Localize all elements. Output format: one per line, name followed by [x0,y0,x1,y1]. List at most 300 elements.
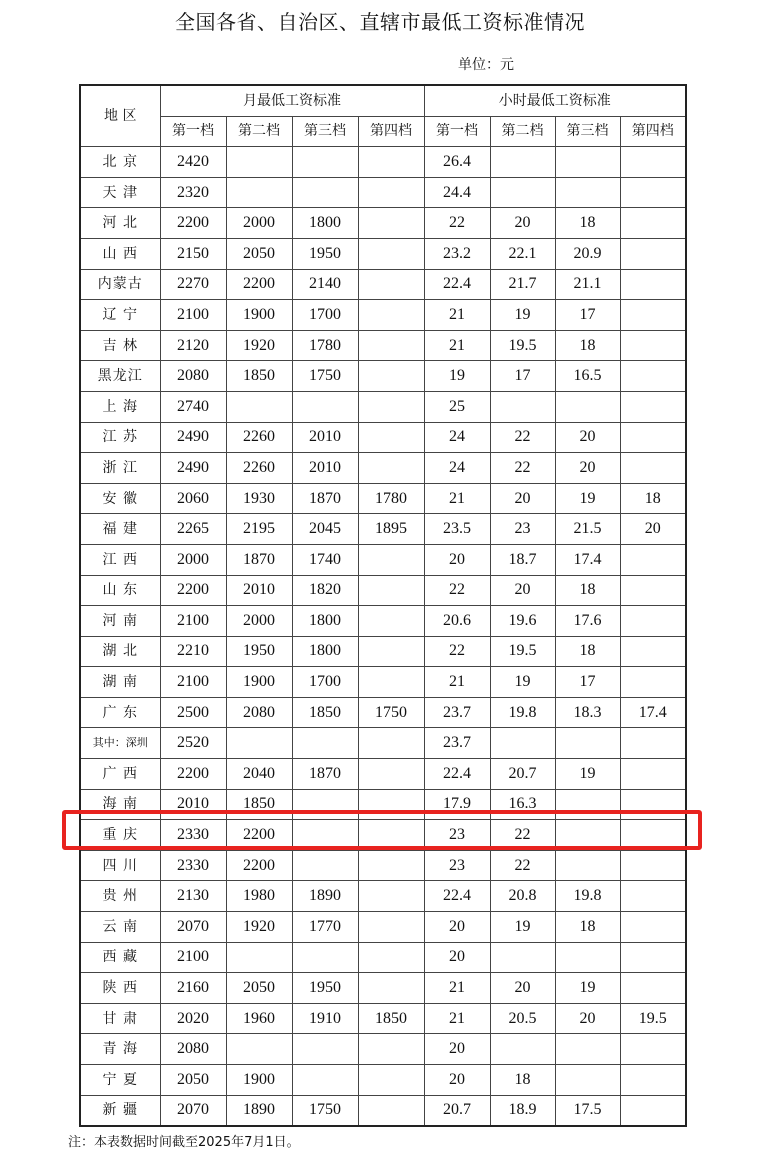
table-row [80,1095,686,1126]
hourly-tier-4-cell [620,881,686,912]
monthly-tier-2-cell: 2040 [226,759,292,790]
monthly-tier-4-cell [358,759,424,790]
monthly-tier-2-cell: 2200 [226,269,292,300]
monthly-tier-1-cell: 2010 [160,789,226,820]
hourly-tier-1-cell: 21 [424,1003,490,1034]
hourly-tier-4-cell [620,820,686,851]
hourly-tier-4-cell [620,208,686,239]
hourly-tier-1-cell: 21 [424,483,490,514]
monthly-tier-3-cell [292,147,358,178]
monthly-tier-4-cell [358,881,424,912]
hourly-tier-2-cell: 21.7 [490,269,555,300]
table-row [80,147,686,178]
hourly-tier-3-cell [555,850,620,881]
hourly-tier-3-cell [555,177,620,208]
hourly-tier-2-cell: 18.9 [490,1095,555,1126]
hourly-tier-1-cell: 21 [424,667,490,698]
region-cell: 上 海 [80,391,160,422]
hourly-tier-1-cell: 22.4 [424,759,490,790]
monthly-tier-2-cell: 2000 [226,606,292,637]
region-cell: 浙 江 [80,453,160,484]
hourly-tier-3-cell: 17 [555,667,620,698]
monthly-tier-2-cell: 1890 [226,1095,292,1126]
monthly-tier-2-cell: 1960 [226,1003,292,1034]
monthly-tier-4-cell [358,238,424,269]
hourly-tier-2-cell: 16.3 [490,789,555,820]
monthly-tier-4-cell [358,820,424,851]
hourly-tier-2-cell: 19.8 [490,697,555,728]
region-cell: 山 西 [80,238,160,269]
region-cell: 贵 州 [80,881,160,912]
table-row [80,361,686,392]
hourly-tier-1-cell: 24 [424,453,490,484]
table-row [80,850,686,881]
region-cell: 黑龙江 [80,361,160,392]
hourly-tier-2-cell: 22 [490,453,555,484]
hourly-tier-1-cell: 23.7 [424,728,490,759]
region-cell: 重 庆 [80,820,160,851]
monthly-tier-3-cell: 1700 [292,300,358,331]
region-cell: 海 南 [80,789,160,820]
region-cell: 江 苏 [80,422,160,453]
monthly-tier-1-cell: 2070 [160,912,226,943]
header-hourly-tier-4: 第四档 [620,116,686,147]
monthly-tier-2-cell: 2260 [226,453,292,484]
hourly-tier-4-cell [620,453,686,484]
monthly-tier-4-cell [358,147,424,178]
hourly-tier-4-cell [620,606,686,637]
region-cell: 山 东 [80,575,160,606]
table-row [80,269,686,300]
hourly-tier-4-cell: 17.4 [620,697,686,728]
hourly-tier-3-cell: 18 [555,912,620,943]
monthly-tier-1-cell: 2100 [160,300,226,331]
monthly-tier-3-cell: 1950 [292,973,358,1004]
hourly-tier-2-cell: 18.7 [490,544,555,575]
monthly-tier-1-cell: 2200 [160,759,226,790]
hourly-tier-3-cell: 17.4 [555,544,620,575]
hourly-tier-3-cell: 19 [555,973,620,1004]
monthly-tier-2-cell: 1850 [226,361,292,392]
hourly-tier-1-cell: 23.7 [424,697,490,728]
table-row [80,514,686,545]
hourly-tier-1-cell: 19 [424,361,490,392]
monthly-tier-3-cell: 1780 [292,330,358,361]
monthly-tier-3-cell: 1800 [292,208,358,239]
hourly-tier-3-cell: 18 [555,208,620,239]
hourly-tier-4-cell [620,147,686,178]
monthly-tier-1-cell: 2100 [160,942,226,973]
monthly-tier-4-cell [358,208,424,239]
hourly-tier-3-cell: 20.9 [555,238,620,269]
page-title: 全国各省、自治区、直辖市最低工资标准情况 [175,10,585,34]
monthly-tier-3-cell [292,177,358,208]
hourly-tier-1-cell: 24 [424,422,490,453]
hourly-tier-2-cell: 19 [490,667,555,698]
monthly-tier-1-cell: 2120 [160,330,226,361]
region-cell: 辽 宁 [80,300,160,331]
hourly-tier-2-cell: 20 [490,575,555,606]
region-cell: 四 川 [80,850,160,881]
hourly-tier-4-cell [620,728,686,759]
monthly-tier-1-cell: 2265 [160,514,226,545]
header-hourly-tier-2: 第二档 [490,116,555,147]
hourly-tier-3-cell: 17 [555,300,620,331]
hourly-tier-4-cell [620,973,686,1004]
monthly-tier-1-cell: 2200 [160,208,226,239]
monthly-tier-4-cell [358,789,424,820]
region-cell: 甘 肃 [80,1003,160,1034]
monthly-tier-3-cell [292,789,358,820]
monthly-tier-3-cell: 1910 [292,1003,358,1034]
hourly-tier-3-cell: 18 [555,636,620,667]
hourly-tier-3-cell [555,789,620,820]
table-row [80,391,686,422]
monthly-tier-3-cell [292,820,358,851]
hourly-tier-4-cell [620,391,686,422]
table-row [80,238,686,269]
region-cell: 江 西 [80,544,160,575]
hourly-tier-2-cell [490,177,555,208]
region-cell: 新 疆 [80,1095,160,1126]
region-cell: 西 藏 [80,942,160,973]
table-row [80,728,686,759]
monthly-tier-3-cell: 1750 [292,361,358,392]
monthly-tier-1-cell: 2490 [160,422,226,453]
monthly-tier-4-cell [358,330,424,361]
monthly-tier-4-cell [358,1065,424,1096]
monthly-tier-2-cell: 2010 [226,575,292,606]
monthly-tier-4-cell: 1750 [358,697,424,728]
monthly-tier-2-cell: 1850 [226,789,292,820]
monthly-tier-4-cell [358,177,424,208]
monthly-tier-1-cell: 2160 [160,973,226,1004]
hourly-tier-3-cell: 18.3 [555,697,620,728]
monthly-tier-4-cell [358,850,424,881]
monthly-tier-1-cell: 2420 [160,147,226,178]
hourly-tier-2-cell: 20.5 [490,1003,555,1034]
header-monthly-tier-1: 第一档 [160,116,226,147]
hourly-tier-3-cell [555,728,620,759]
table-row [80,942,686,973]
monthly-tier-2-cell: 2050 [226,973,292,1004]
monthly-tier-1-cell: 2330 [160,850,226,881]
monthly-tier-3-cell: 1870 [292,759,358,790]
table-row [80,1003,686,1034]
table-row [80,820,686,851]
hourly-tier-3-cell [555,147,620,178]
hourly-tier-1-cell: 22 [424,636,490,667]
hourly-tier-1-cell: 20.7 [424,1095,490,1126]
hourly-tier-1-cell: 23.5 [424,514,490,545]
monthly-tier-1-cell: 2320 [160,177,226,208]
region-cell: 其中：深圳 [80,728,160,759]
table-row [80,177,686,208]
region-cell: 宁 夏 [80,1065,160,1096]
table-row [80,300,686,331]
monthly-tier-2-cell [226,391,292,422]
monthly-tier-3-cell: 2010 [292,422,358,453]
hourly-tier-3-cell: 20 [555,453,620,484]
monthly-tier-1-cell: 2070 [160,1095,226,1126]
monthly-tier-2-cell: 1920 [226,912,292,943]
monthly-tier-2-cell: 2050 [226,238,292,269]
table-row [80,912,686,943]
monthly-tier-2-cell: 1950 [226,636,292,667]
monthly-tier-1-cell: 2060 [160,483,226,514]
monthly-tier-4-cell: 1780 [358,483,424,514]
table-row [80,1034,686,1065]
table-row [80,789,686,820]
monthly-tier-2-cell: 1920 [226,330,292,361]
hourly-tier-4-cell [620,1095,686,1126]
hourly-tier-1-cell: 23 [424,850,490,881]
hourly-tier-3-cell: 19 [555,759,620,790]
monthly-tier-4-cell [358,1034,424,1065]
hourly-tier-2-cell: 22 [490,820,555,851]
monthly-tier-3-cell: 1770 [292,912,358,943]
monthly-tier-4-cell [358,544,424,575]
hourly-tier-4-cell [620,1065,686,1096]
table-row [80,697,686,728]
region-cell: 福 建 [80,514,160,545]
region-cell: 湖 南 [80,667,160,698]
monthly-tier-1-cell: 2150 [160,238,226,269]
monthly-tier-2-cell: 1900 [226,300,292,331]
monthly-tier-1-cell: 2490 [160,453,226,484]
monthly-tier-3-cell: 1800 [292,606,358,637]
region-cell: 河 北 [80,208,160,239]
region-cell: 北 京 [80,147,160,178]
footnote: 注：本表数据时间截至2025年7月1日。 [68,1135,300,1150]
header-region: 地 区 [80,85,160,147]
monthly-tier-3-cell: 1800 [292,636,358,667]
hourly-tier-3-cell: 19.8 [555,881,620,912]
hourly-tier-2-cell: 19.5 [490,330,555,361]
region-cell: 青 海 [80,1034,160,1065]
monthly-tier-3-cell: 1950 [292,238,358,269]
region-cell: 天 津 [80,177,160,208]
monthly-tier-3-cell [292,728,358,759]
monthly-tier-3-cell: 1870 [292,483,358,514]
hourly-tier-4-cell: 19.5 [620,1003,686,1034]
hourly-tier-1-cell: 23.2 [424,238,490,269]
hourly-tier-2-cell: 19 [490,912,555,943]
region-cell: 陕 西 [80,973,160,1004]
monthly-tier-1-cell: 2130 [160,881,226,912]
table-row [80,575,686,606]
hourly-tier-4-cell [620,942,686,973]
hourly-tier-1-cell: 20 [424,912,490,943]
hourly-tier-4-cell [620,422,686,453]
table-row [80,422,686,453]
hourly-tier-1-cell: 23 [424,820,490,851]
header-monthly-tier-4: 第四档 [358,116,424,147]
hourly-tier-3-cell: 17.5 [555,1095,620,1126]
table-row [80,1065,686,1096]
hourly-tier-4-cell [620,300,686,331]
monthly-tier-1-cell: 2080 [160,1034,226,1065]
hourly-tier-4-cell [620,330,686,361]
monthly-tier-1-cell: 2740 [160,391,226,422]
table-row [80,881,686,912]
monthly-tier-2-cell: 1870 [226,544,292,575]
table-row [80,759,686,790]
monthly-tier-4-cell [358,575,424,606]
header-hourly-tier-1: 第一档 [424,116,490,147]
monthly-tier-3-cell: 1850 [292,697,358,728]
hourly-tier-2-cell [490,1034,555,1065]
hourly-tier-4-cell [620,667,686,698]
hourly-tier-4-cell [620,636,686,667]
hourly-tier-3-cell [555,820,620,851]
hourly-tier-4-cell [620,238,686,269]
header-hourly: 小时最低工资标准 [424,85,686,116]
hourly-tier-3-cell: 18 [555,575,620,606]
hourly-tier-2-cell: 22 [490,850,555,881]
hourly-tier-1-cell: 20 [424,1034,490,1065]
monthly-tier-3-cell [292,1065,358,1096]
monthly-tier-4-cell [358,728,424,759]
monthly-tier-4-cell [358,606,424,637]
monthly-tier-2-cell: 1900 [226,667,292,698]
monthly-tier-4-cell [358,636,424,667]
monthly-tier-1-cell: 2000 [160,544,226,575]
hourly-tier-3-cell: 17.6 [555,606,620,637]
hourly-tier-4-cell [620,544,686,575]
monthly-tier-4-cell [358,1095,424,1126]
monthly-tier-2-cell [226,147,292,178]
hourly-tier-4-cell [620,759,686,790]
region-cell: 河 南 [80,606,160,637]
hourly-tier-2-cell: 22.1 [490,238,555,269]
monthly-tier-1-cell: 2210 [160,636,226,667]
monthly-tier-1-cell: 2520 [160,728,226,759]
hourly-tier-3-cell [555,391,620,422]
hourly-tier-1-cell: 24.4 [424,177,490,208]
hourly-tier-3-cell [555,1065,620,1096]
monthly-tier-3-cell: 1890 [292,881,358,912]
region-cell: 云 南 [80,912,160,943]
hourly-tier-3-cell: 21.1 [555,269,620,300]
monthly-tier-1-cell: 2080 [160,361,226,392]
hourly-tier-4-cell [620,912,686,943]
table-row [80,483,686,514]
hourly-tier-2-cell: 19.6 [490,606,555,637]
hourly-tier-3-cell: 18 [555,330,620,361]
monthly-tier-1-cell: 2200 [160,575,226,606]
hourly-tier-1-cell: 17.9 [424,789,490,820]
hourly-tier-2-cell: 19 [490,300,555,331]
monthly-tier-3-cell [292,391,358,422]
monthly-tier-1-cell: 2020 [160,1003,226,1034]
hourly-tier-1-cell: 22.4 [424,269,490,300]
monthly-tier-3-cell: 1700 [292,667,358,698]
header-hourly-tier-3: 第三档 [555,116,620,147]
monthly-tier-1-cell: 2050 [160,1065,226,1096]
region-cell: 湖 北 [80,636,160,667]
monthly-tier-3-cell: 2140 [292,269,358,300]
monthly-tier-4-cell [358,269,424,300]
hourly-tier-2-cell: 20 [490,973,555,1004]
monthly-tier-4-cell [358,942,424,973]
monthly-tier-2-cell: 2195 [226,514,292,545]
hourly-tier-1-cell: 21 [424,973,490,1004]
header-monthly: 月最低工资标准 [160,85,424,116]
hourly-tier-1-cell: 21 [424,300,490,331]
hourly-tier-4-cell [620,575,686,606]
monthly-tier-2-cell: 2200 [226,850,292,881]
table-row [80,667,686,698]
hourly-tier-3-cell [555,942,620,973]
monthly-tier-2-cell: 1900 [226,1065,292,1096]
monthly-tier-1-cell: 2100 [160,667,226,698]
monthly-tier-2-cell [226,942,292,973]
monthly-tier-2-cell: 1980 [226,881,292,912]
monthly-tier-4-cell: 1850 [358,1003,424,1034]
monthly-tier-4-cell [358,667,424,698]
monthly-tier-2-cell: 2080 [226,697,292,728]
hourly-tier-2-cell: 17 [490,361,555,392]
hourly-tier-2-cell: 20.7 [490,759,555,790]
monthly-tier-3-cell [292,1034,358,1065]
hourly-tier-1-cell: 22 [424,575,490,606]
monthly-tier-3-cell: 2045 [292,514,358,545]
hourly-tier-3-cell: 20 [555,422,620,453]
table-row [80,208,686,239]
hourly-tier-2-cell [490,391,555,422]
monthly-tier-2-cell [226,728,292,759]
header-monthly-tier-2: 第二档 [226,116,292,147]
min-wage-table [79,84,687,1127]
hourly-tier-1-cell: 20 [424,942,490,973]
hourly-tier-4-cell [620,1034,686,1065]
header-monthly-tier-3: 第三档 [292,116,358,147]
table-row [80,544,686,575]
unit-label: 单位：元 [458,57,514,73]
hourly-tier-2-cell: 20.8 [490,881,555,912]
monthly-tier-1-cell: 2500 [160,697,226,728]
hourly-tier-4-cell [620,789,686,820]
monthly-tier-3-cell: 2010 [292,453,358,484]
monthly-tier-2-cell [226,177,292,208]
hourly-tier-4-cell: 20 [620,514,686,545]
hourly-tier-2-cell: 22 [490,422,555,453]
hourly-tier-2-cell: 18 [490,1065,555,1096]
hourly-tier-2-cell: 19.5 [490,636,555,667]
region-cell: 安 徽 [80,483,160,514]
hourly-tier-4-cell [620,361,686,392]
hourly-tier-1-cell: 25 [424,391,490,422]
hourly-tier-3-cell [555,1034,620,1065]
monthly-tier-2-cell [226,1034,292,1065]
hourly-tier-4-cell: 18 [620,483,686,514]
hourly-tier-1-cell: 20 [424,544,490,575]
hourly-tier-2-cell [490,728,555,759]
monthly-tier-4-cell [358,391,424,422]
monthly-tier-2-cell: 2000 [226,208,292,239]
hourly-tier-3-cell: 16.5 [555,361,620,392]
hourly-tier-4-cell [620,850,686,881]
table-row [80,453,686,484]
hourly-tier-3-cell: 21.5 [555,514,620,545]
table-row [80,973,686,1004]
monthly-tier-3-cell: 1820 [292,575,358,606]
hourly-tier-1-cell: 22 [424,208,490,239]
region-cell: 广 西 [80,759,160,790]
monthly-tier-4-cell: 1895 [358,514,424,545]
table-row [80,636,686,667]
